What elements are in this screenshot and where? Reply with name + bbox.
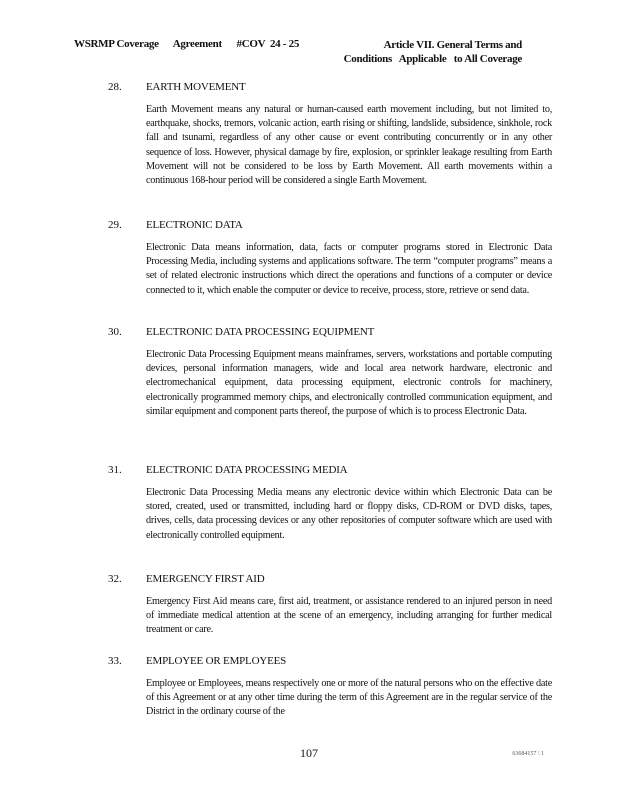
section-body: Employee or Employees, means respectively one or more of the natural persons who on the effective date of this Agreement or at any other time during the term of this Agreement are in the regular service of the District in the ordinary course of the bbox=[146, 678, 552, 718]
section-title: EARTH MOVEMENT bbox=[146, 81, 246, 93]
section-title: ELECTRONIC DATA bbox=[146, 219, 243, 231]
section-title: ELECTRONIC DATA PROCESSING MEDIA bbox=[146, 464, 348, 476]
header-right-line2: Conditions Applicable to All Coverage bbox=[343, 53, 522, 65]
section-number: 32. bbox=[108, 573, 122, 585]
section-number: 30. bbox=[108, 326, 122, 338]
section-number: 29. bbox=[108, 219, 122, 231]
section-body: Electronic Data Processing Media means any electronic device within which Electronic Data can be stored, created, used or transmitted, including hard or floppy disks, CD-ROM or DVD disks, tapes, drives, cells, data processing devices or any other repositories of computer software which are used with electronically controlled equipment. bbox=[146, 487, 552, 541]
section-body: Earth Movement means any natural or human-caused earth movement including, but not limited to, earthquake, shocks, tremors, volcanic action, earth rising or shifting, landslide, subsidence, sinkhole, rock fall and tsunami, regardless of any other cause or event contributing concurrently or in any other sequence of loss. However, physical damage by fire, explosion, or sprinkler leakage resulting from Earth Movement will not be considered to be loss by Earth Movement. All earth movements within a continuous 168-hour period will be considered a single Earth Movement. bbox=[146, 104, 552, 187]
section-number: 31. bbox=[108, 464, 122, 476]
document-code: 63684157 \ 1 bbox=[512, 751, 544, 757]
page-number: 107 bbox=[300, 746, 318, 760]
header-right-line1: Article VII. General Terms and bbox=[383, 39, 522, 51]
header-right bbox=[344, 38, 522, 66]
section-body: Electronic Data Processing Equipment means mainframes, servers, workstations and portable computing devices, personal information managers, wide and local area network hardware, electronic and electromechanical equipment, data processing equipment, electronic controls for machinery, electronically programmed memory chips, and electronically controlled communication equipment, and similar equipment and component parts thereof, the purpose of which is to process Electronic Data. bbox=[146, 349, 552, 417]
section-title: EMERGENCY FIRST AID bbox=[146, 573, 265, 585]
section-title: EMPLOYEE OR EMPLOYEES bbox=[146, 655, 287, 667]
header-left: WSRMP Coverage Agreement #COV 24 - 25 bbox=[74, 38, 300, 50]
section-title: ELECTRONIC DATA PROCESSING EQUIPMENT bbox=[146, 326, 375, 338]
section-body: Emergency First Aid means care, first aid, treatment, or assistance rendered to an injured person in need of immediate medical attention at the scene of an emergency, including arranging for further medical treatment or care. bbox=[146, 596, 552, 636]
section-number: 33. bbox=[108, 655, 122, 667]
section-number: 28. bbox=[108, 81, 122, 93]
section-body: Electronic Data means information, data, facts or computer programs stored in Electronic Data Processing Media, including systems and applications software. The term “computer programs” means a set of related electronic instructions which direct the operations and functions of a computer or device connected to it, which enable the computer or device to receive, process, store, retrieve or send data. bbox=[146, 242, 552, 296]
